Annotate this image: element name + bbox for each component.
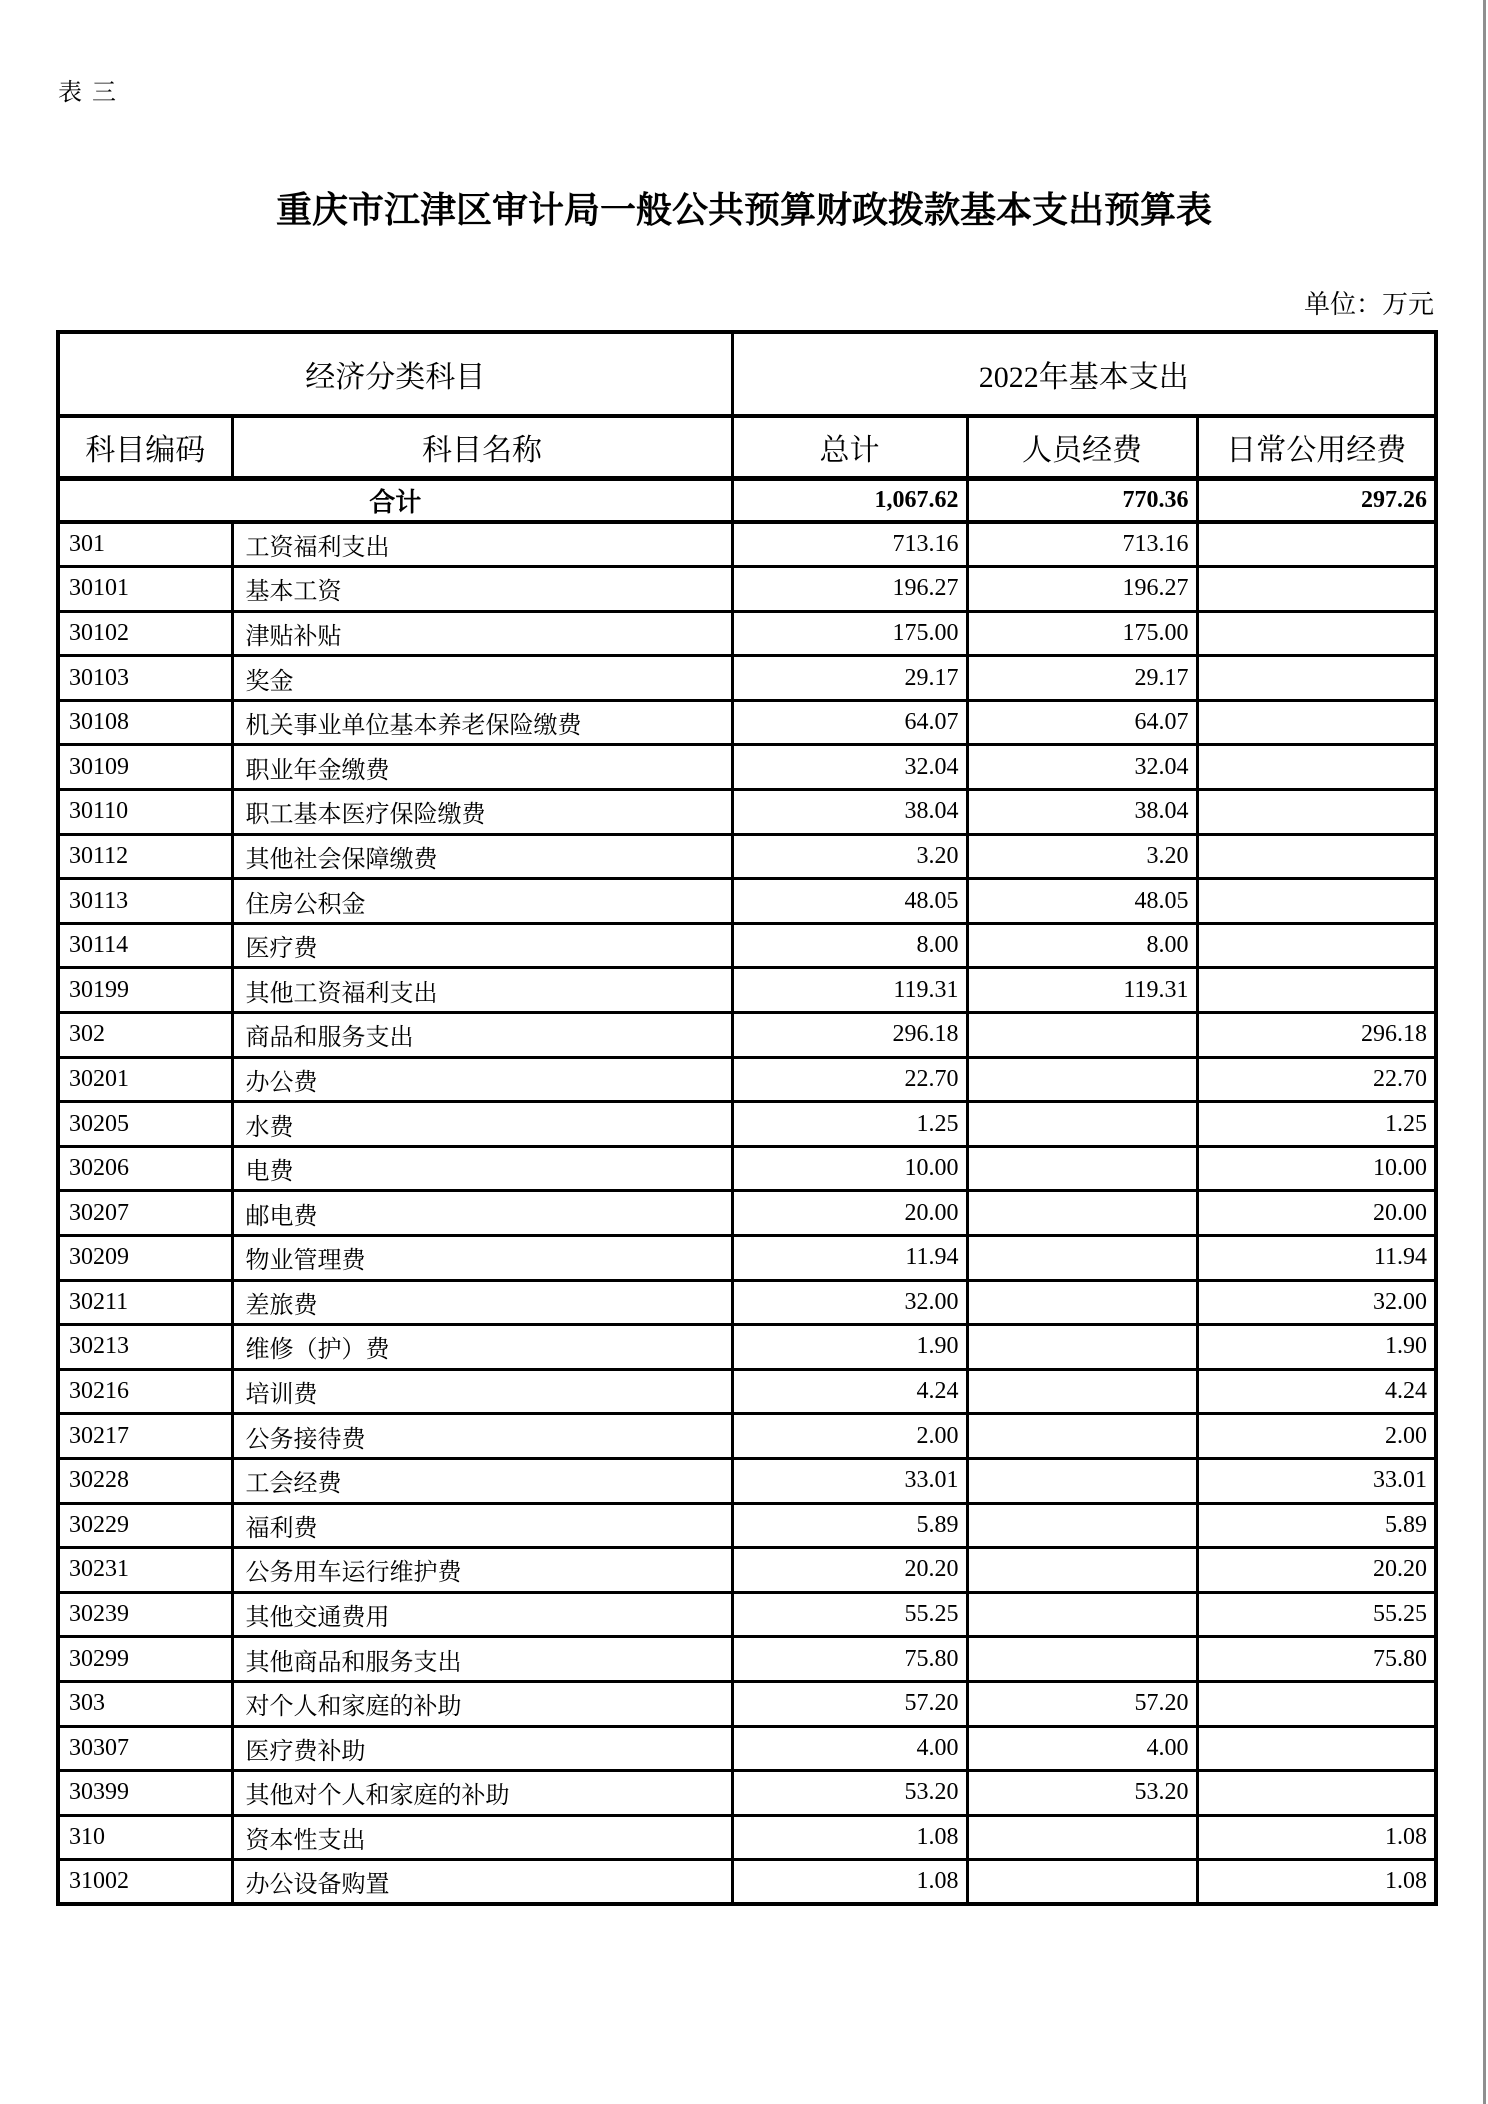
daily-public-funds-cell xyxy=(1197,745,1436,790)
personnel-funds-cell: 196.27 xyxy=(967,567,1197,612)
table-row xyxy=(58,745,1436,790)
subject-code-cell: 30211 xyxy=(58,1280,232,1325)
personnel-funds-cell xyxy=(967,1191,1197,1236)
personnel-funds-cell xyxy=(967,1548,1197,1593)
subject-name-cell: 办公设备购置 xyxy=(232,1860,732,1905)
daily-public-funds-cell: 4.24 xyxy=(1197,1369,1436,1414)
subject-name-cell: 奖金 xyxy=(232,656,732,701)
personnel-funds-cell xyxy=(967,1057,1197,1102)
totals-total-cell: 1,067.62 xyxy=(732,478,967,522)
total-cell: 10.00 xyxy=(732,1146,967,1191)
daily-public-funds-cell xyxy=(1197,879,1436,924)
total-cell: 55.25 xyxy=(732,1592,967,1637)
subject-name-cell: 福利费 xyxy=(232,1503,732,1548)
subject-code-cell: 30307 xyxy=(58,1726,232,1771)
subject-code-cell: 30112 xyxy=(58,834,232,879)
total-cell: 29.17 xyxy=(732,656,967,701)
subject-code-cell: 30114 xyxy=(58,923,232,968)
totals-row xyxy=(58,478,1436,522)
subject-code-cell: 30231 xyxy=(58,1548,232,1593)
table-row xyxy=(58,1726,1436,1771)
subject-name-cell: 职工基本医疗保险缴费 xyxy=(232,790,732,835)
total-cell: 119.31 xyxy=(732,968,967,1013)
daily-public-funds-cell xyxy=(1197,611,1436,656)
personnel-funds-cell: 32.04 xyxy=(967,745,1197,790)
subject-code-cell: 30102 xyxy=(58,611,232,656)
personnel-funds-cell xyxy=(967,1815,1197,1860)
subject-code-cell: 31002 xyxy=(58,1860,232,1905)
total-cell: 57.20 xyxy=(732,1681,967,1726)
personnel-funds-cell xyxy=(967,1102,1197,1147)
personnel-funds-cell xyxy=(967,1013,1197,1058)
subject-name-cell: 邮电费 xyxy=(232,1191,732,1236)
total-cell: 175.00 xyxy=(732,611,967,656)
total-cell: 296.18 xyxy=(732,1013,967,1058)
personnel-funds-cell xyxy=(967,1503,1197,1548)
table-row xyxy=(58,700,1436,745)
personnel-funds-cell xyxy=(967,1369,1197,1414)
personnel-funds-cell: 48.05 xyxy=(967,879,1197,924)
subject-name-cell: 商品和服务支出 xyxy=(232,1013,732,1058)
total-cell: 20.20 xyxy=(732,1548,967,1593)
total-cell: 20.00 xyxy=(732,1191,967,1236)
col-header-total: 总计 xyxy=(732,416,967,478)
table-row xyxy=(58,1458,1436,1503)
subject-name-cell: 对个人和家庭的补助 xyxy=(232,1681,732,1726)
subject-code-cell: 30399 xyxy=(58,1771,232,1816)
subject-name-cell: 工资福利支出 xyxy=(232,522,732,567)
table-row xyxy=(58,1414,1436,1459)
table-row xyxy=(58,1503,1436,1548)
table-row xyxy=(58,879,1436,924)
table-row xyxy=(58,834,1436,879)
subject-name-cell: 资本性支出 xyxy=(232,1815,732,1860)
daily-public-funds-cell xyxy=(1197,834,1436,879)
daily-public-funds-cell: 1.08 xyxy=(1197,1815,1436,1860)
subject-code-cell: 30209 xyxy=(58,1236,232,1281)
totals-daily-cell: 297.26 xyxy=(1197,478,1436,522)
table-row xyxy=(58,1592,1436,1637)
personnel-funds-cell: 119.31 xyxy=(967,968,1197,1013)
table-row xyxy=(58,1146,1436,1191)
table-row xyxy=(58,1771,1436,1816)
daily-public-funds-cell: 1.25 xyxy=(1197,1102,1436,1147)
daily-public-funds-cell xyxy=(1197,968,1436,1013)
subject-name-cell: 办公费 xyxy=(232,1057,732,1102)
subject-name-cell: 其他社会保障缴费 xyxy=(232,834,732,879)
header-2022-basic-expenditure: 2022年基本支出 xyxy=(732,332,1436,416)
table-row xyxy=(58,1236,1436,1281)
total-cell: 64.07 xyxy=(732,700,967,745)
total-cell: 11.94 xyxy=(732,1236,967,1281)
subject-code-cell: 303 xyxy=(58,1681,232,1726)
total-cell: 32.00 xyxy=(732,1280,967,1325)
personnel-funds-cell: 57.20 xyxy=(967,1681,1197,1726)
subject-code-cell: 30217 xyxy=(58,1414,232,1459)
table-row xyxy=(58,923,1436,968)
budget-table xyxy=(56,330,1438,1906)
column-header-row xyxy=(58,416,1436,478)
personnel-funds-cell xyxy=(967,1637,1197,1682)
subject-code-cell: 30229 xyxy=(58,1503,232,1548)
total-cell: 22.70 xyxy=(732,1057,967,1102)
subject-name-cell: 基本工资 xyxy=(232,567,732,612)
subject-code-cell: 30216 xyxy=(58,1369,232,1414)
personnel-funds-cell xyxy=(967,1414,1197,1459)
subject-code-cell: 30299 xyxy=(58,1637,232,1682)
table-row xyxy=(58,1325,1436,1370)
table-row xyxy=(58,1815,1436,1860)
table-row xyxy=(58,968,1436,1013)
daily-public-funds-cell: 11.94 xyxy=(1197,1236,1436,1281)
subject-name-cell: 水费 xyxy=(232,1102,732,1147)
table-row xyxy=(58,1548,1436,1593)
subject-name-cell: 差旅费 xyxy=(232,1280,732,1325)
col-header-daily-public-funds: 日常公用经费 xyxy=(1197,416,1436,478)
personnel-funds-cell xyxy=(967,1592,1197,1637)
daily-public-funds-cell xyxy=(1197,790,1436,835)
subject-name-cell: 津贴补贴 xyxy=(232,611,732,656)
total-cell: 1.90 xyxy=(732,1325,967,1370)
col-header-personnel-funds: 人员经费 xyxy=(967,416,1197,478)
subject-code-cell: 30109 xyxy=(58,745,232,790)
total-cell: 4.24 xyxy=(732,1369,967,1414)
subject-name-cell: 医疗费 xyxy=(232,923,732,968)
daily-public-funds-cell: 5.89 xyxy=(1197,1503,1436,1548)
table-row xyxy=(58,522,1436,567)
daily-public-funds-cell: 10.00 xyxy=(1197,1146,1436,1191)
subject-code-cell: 30213 xyxy=(58,1325,232,1370)
table-row xyxy=(58,656,1436,701)
total-cell: 713.16 xyxy=(732,522,967,567)
subject-name-cell: 职业年金缴费 xyxy=(232,745,732,790)
subject-code-cell: 30108 xyxy=(58,700,232,745)
total-cell: 48.05 xyxy=(732,879,967,924)
daily-public-funds-cell xyxy=(1197,1681,1436,1726)
total-cell: 4.00 xyxy=(732,1726,967,1771)
total-cell: 53.20 xyxy=(732,1771,967,1816)
personnel-funds-cell xyxy=(967,1236,1197,1281)
personnel-funds-cell xyxy=(967,1860,1197,1905)
table-row xyxy=(58,1637,1436,1682)
personnel-funds-cell xyxy=(967,1146,1197,1191)
daily-public-funds-cell xyxy=(1197,1726,1436,1771)
subject-code-cell: 30205 xyxy=(58,1102,232,1147)
subject-name-cell: 其他工资福利支出 xyxy=(232,968,732,1013)
daily-public-funds-cell xyxy=(1197,522,1436,567)
unit-label: 单位：万元 xyxy=(1303,290,1434,319)
subject-code-cell: 302 xyxy=(58,1013,232,1058)
subject-code-cell: 30101 xyxy=(58,567,232,612)
daily-public-funds-cell: 296.18 xyxy=(1197,1013,1436,1058)
daily-public-funds-cell: 20.20 xyxy=(1197,1548,1436,1593)
total-cell: 8.00 xyxy=(732,923,967,968)
table-number-label: 表三 xyxy=(58,80,126,106)
subject-name-cell: 培训费 xyxy=(232,1369,732,1414)
total-cell: 1.08 xyxy=(732,1815,967,1860)
daily-public-funds-cell xyxy=(1197,567,1436,612)
daily-public-funds-cell: 32.00 xyxy=(1197,1280,1436,1325)
total-cell: 5.89 xyxy=(732,1503,967,1548)
subject-code-cell: 30207 xyxy=(58,1191,232,1236)
table-header xyxy=(58,332,1436,478)
total-cell: 38.04 xyxy=(732,790,967,835)
subject-name-cell: 公务接待费 xyxy=(232,1414,732,1459)
table-row xyxy=(58,1369,1436,1414)
personnel-funds-cell xyxy=(967,1280,1197,1325)
subject-code-cell: 310 xyxy=(58,1815,232,1860)
table-row xyxy=(58,790,1436,835)
daily-public-funds-cell xyxy=(1197,923,1436,968)
personnel-funds-cell: 713.16 xyxy=(967,522,1197,567)
total-cell: 33.01 xyxy=(732,1458,967,1503)
daily-public-funds-cell xyxy=(1197,700,1436,745)
subject-code-cell: 30113 xyxy=(58,879,232,924)
personnel-funds-cell: 53.20 xyxy=(967,1771,1197,1816)
daily-public-funds-cell: 1.90 xyxy=(1197,1325,1436,1370)
subject-name-cell: 其他对个人和家庭的补助 xyxy=(232,1771,732,1816)
subject-code-cell: 30201 xyxy=(58,1057,232,1102)
daily-public-funds-cell: 1.08 xyxy=(1197,1860,1436,1905)
page-title: 重庆市江津区审计局一般公共预算财政拨款基本支出预算表 xyxy=(275,190,1212,230)
total-cell: 32.04 xyxy=(732,745,967,790)
personnel-funds-cell xyxy=(967,1325,1197,1370)
personnel-funds-cell: 175.00 xyxy=(967,611,1197,656)
table-row xyxy=(58,1860,1436,1905)
daily-public-funds-cell: 55.25 xyxy=(1197,1592,1436,1637)
subject-name-cell: 住房公积金 xyxy=(232,879,732,924)
subject-name-cell: 医疗费补助 xyxy=(232,1726,732,1771)
subject-code-cell: 30103 xyxy=(58,656,232,701)
subject-name-cell: 机关事业单位基本养老保险缴费 xyxy=(232,700,732,745)
subject-name-cell: 电费 xyxy=(232,1146,732,1191)
page-edge-line xyxy=(1483,0,1486,2104)
table-row xyxy=(58,1102,1436,1147)
header-economic-classification: 经济分类科目 xyxy=(58,332,732,416)
subject-code-cell: 301 xyxy=(58,522,232,567)
table-row xyxy=(58,1191,1436,1236)
subject-name-cell: 其他商品和服务支出 xyxy=(232,1637,732,1682)
personnel-funds-cell: 4.00 xyxy=(967,1726,1197,1771)
personnel-funds-cell: 3.20 xyxy=(967,834,1197,879)
subject-code-cell: 30239 xyxy=(58,1592,232,1637)
subject-code-cell: 30228 xyxy=(58,1458,232,1503)
group-header-row xyxy=(58,332,1436,416)
daily-public-funds-cell xyxy=(1197,1771,1436,1816)
table-body xyxy=(58,478,1436,1904)
table-row xyxy=(58,611,1436,656)
table-row xyxy=(58,1681,1436,1726)
totals-label-cell: 合计 xyxy=(58,478,732,522)
personnel-funds-cell: 8.00 xyxy=(967,923,1197,968)
total-cell: 1.25 xyxy=(732,1102,967,1147)
total-cell: 196.27 xyxy=(732,567,967,612)
daily-public-funds-cell: 2.00 xyxy=(1197,1414,1436,1459)
subject-name-cell: 其他交通费用 xyxy=(232,1592,732,1637)
col-header-subject-code: 科目编码 xyxy=(58,416,232,478)
table-row xyxy=(58,567,1436,612)
subject-code-cell: 30199 xyxy=(58,968,232,1013)
daily-public-funds-cell: 75.80 xyxy=(1197,1637,1436,1682)
subject-code-cell: 30110 xyxy=(58,790,232,835)
subject-name-cell: 工会经费 xyxy=(232,1458,732,1503)
daily-public-funds-cell xyxy=(1197,656,1436,701)
subject-code-cell: 30206 xyxy=(58,1146,232,1191)
subject-name-cell: 维修（护）费 xyxy=(232,1325,732,1370)
daily-public-funds-cell: 33.01 xyxy=(1197,1458,1436,1503)
subject-name-cell: 物业管理费 xyxy=(232,1236,732,1281)
daily-public-funds-cell: 22.70 xyxy=(1197,1057,1436,1102)
total-cell: 75.80 xyxy=(732,1637,967,1682)
table-row xyxy=(58,1280,1436,1325)
daily-public-funds-cell: 20.00 xyxy=(1197,1191,1436,1236)
col-header-subject-name: 科目名称 xyxy=(232,416,732,478)
table-row xyxy=(58,1057,1436,1102)
personnel-funds-cell xyxy=(967,1458,1197,1503)
personnel-funds-cell: 64.07 xyxy=(967,700,1197,745)
total-cell: 2.00 xyxy=(732,1414,967,1459)
personnel-funds-cell: 29.17 xyxy=(967,656,1197,701)
total-cell: 3.20 xyxy=(732,834,967,879)
totals-personnel-cell: 770.36 xyxy=(967,478,1197,522)
total-cell: 1.08 xyxy=(732,1860,967,1905)
table-row xyxy=(58,1013,1436,1058)
subject-name-cell: 公务用车运行维护费 xyxy=(232,1548,732,1593)
personnel-funds-cell: 38.04 xyxy=(967,790,1197,835)
